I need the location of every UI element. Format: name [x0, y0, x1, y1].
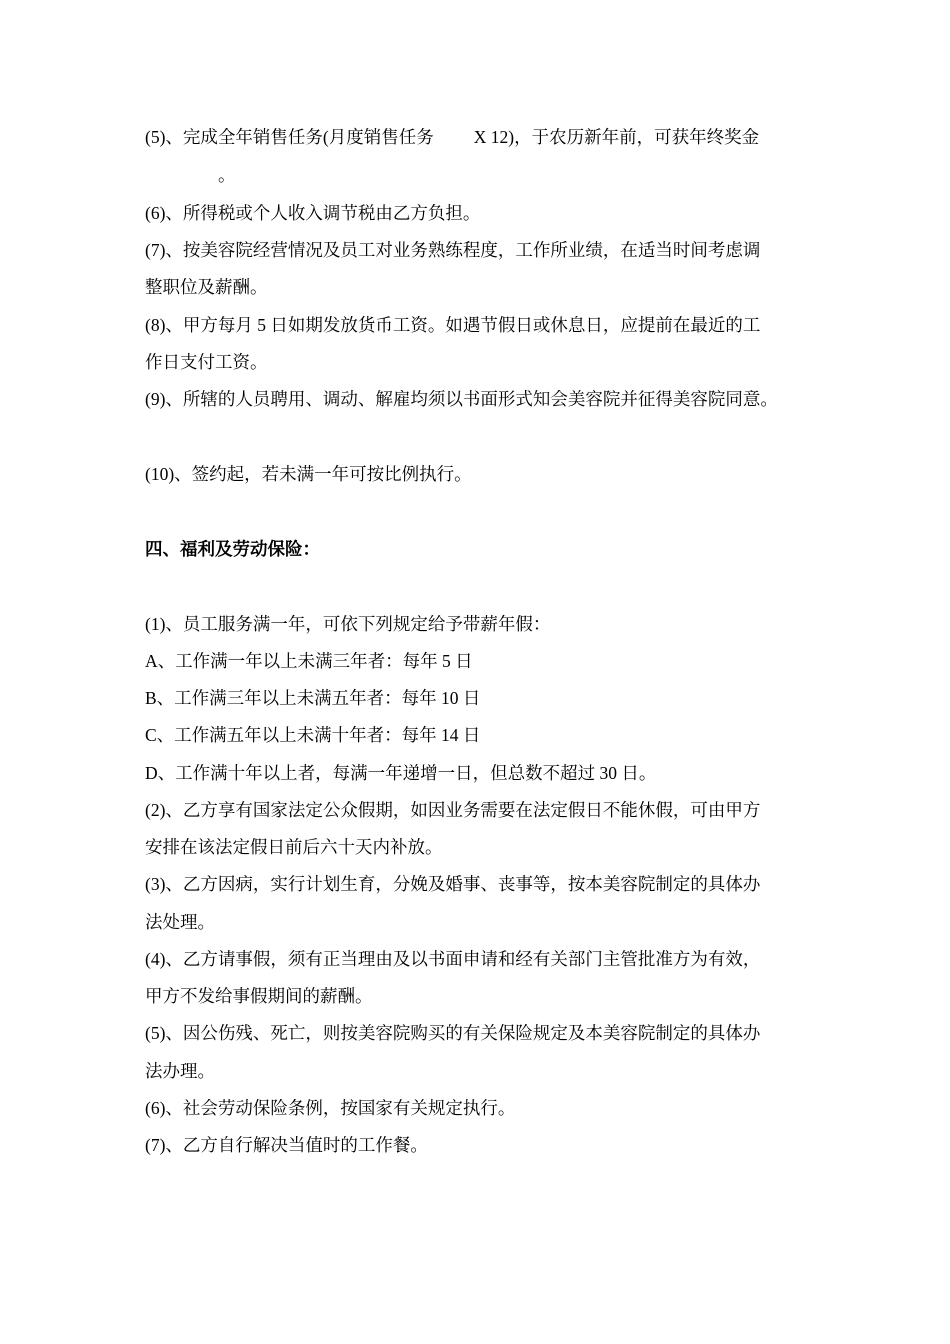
section-heading-benefits: 四、福利及劳动保险： — [145, 539, 320, 559]
clause-7-line-2: 整职位及薪酬。 — [145, 277, 268, 297]
benefit-clause-4-line-2: 甲方不发给事假期间的薪酬。 — [145, 986, 373, 1006]
leave-rule-a: A、工作满一年以上未满三年者：每年 5 日 — [145, 651, 473, 671]
benefit-clause-7: (7)、乙方自行解决当值时的工作餐。 — [145, 1135, 428, 1155]
clause-10: (10)、签约起，若未满一年可按比例执行。 — [145, 464, 472, 484]
clause-8-line-1: (8)、甲方每月 5 日如期发放货币工资。如遇节假日或休息日，应提前在最近的工 — [145, 315, 761, 335]
benefit-clause-2-line-1: (2)、乙方享有国家法定公众假期，如因业务需要在法定假日不能休假，可由甲方 — [145, 800, 761, 820]
benefit-clause-5-line-2: 法办理。 — [145, 1061, 215, 1081]
benefit-clause-2-line-2: 安排在该法定假日前后六十天内补放。 — [145, 837, 443, 857]
benefit-clause-1: (1)、员工服务满一年，可依下列规定给予带薪年假： — [145, 614, 551, 634]
clause-9: (9)、所辖的人员聘用、调动、解雇均须以书面形式知会美容院并征得美容院同意。 — [145, 389, 778, 409]
benefit-clause-5-line-1: (5)、因公伤残、死亡，则按美容院购买的有关保险规定及本美容院制定的具体办 — [145, 1023, 761, 1043]
clause-8-line-2: 作日支付工资。 — [145, 352, 268, 372]
benefit-clause-6: (6)、社会劳动保险条例，按国家有关规定执行。 — [145, 1098, 516, 1118]
leave-rule-d: D、工作满十年以上者，每满一年递增一日，但总数不超过 30 日。 — [145, 763, 657, 783]
clause-5-part-2: X 12)，于农历新年前，可获年终奖金 — [473, 127, 760, 147]
clause-7-line-1: (7)、按美容院经营情况及员工对业务熟练程度，工作所业绩，在适当时间考虑调 — [145, 240, 761, 260]
benefit-clause-3-line-2: 法处理。 — [145, 912, 215, 932]
benefit-clause-4-line-1: (4)、乙方请事假，须有正当理由及以书面申请和经有关部门主管批准方为有效， — [145, 949, 761, 969]
clause-5-line-1 — [145, 126, 825, 148]
leave-rule-b: B、工作满三年以上未满五年者：每年 10 日 — [145, 688, 481, 708]
clause-6: (6)、所得税或个人收入调节税由乙方负担。 — [145, 203, 481, 223]
leave-rule-c: C、工作满五年以上未满十年者：每年 14 日 — [145, 725, 481, 745]
clause-5-line-2: 。 — [218, 165, 236, 185]
clause-5-part-1: (5)、完成全年销售任务(月度销售任务 — [145, 127, 434, 147]
benefit-clause-3-line-1: (3)、乙方因病，实行计划生育，分娩及婚事、丧事等，按本美容院制定的具体办 — [145, 874, 761, 894]
